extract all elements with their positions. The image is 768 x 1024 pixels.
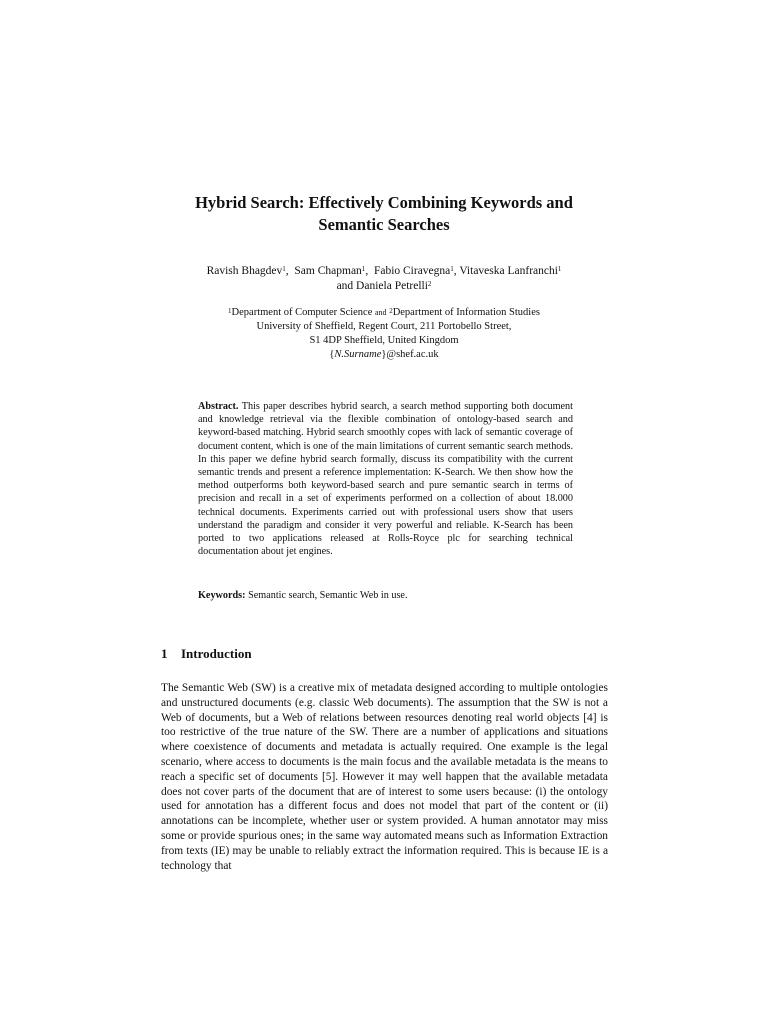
keywords-label: Keywords: [198,590,246,601]
affiliation-line-2: University of Sheffield, Regent Court, 211 Portobello Street, [256,321,512,332]
title-line-1: Hybrid Search: Effectively Combining Keywords and [195,193,573,212]
affiliation-block [0,306,768,362]
author-list [0,264,768,294]
author-name: Fabio Ciravegna [373,265,451,277]
author-affil-mark: 1 [361,265,366,273]
abstract-text: This paper describes hybrid search, a search method supporting both document and knowledge retrieval via the flexible combination of ontology-based search and keyword-based matching. Hybrid search smoothly copes with lack of semantic coverage of document content, which is one of the main limitations of current semantic search methods. In this paper we define hybrid search formally, discuss its compatibility with the current semantic trends and present a reference implementation: K-Search. We then show how the method outperforms both keyword-based search and pure semantic search in terms of precision and recall in a set of experiments performed on a collection of about 18.000 technical documents. Experiments carried out with professional users show that users understand the paradigm and consider it very powerful and reliable. K-Search has been ported to two applications released at Rolls-Royce plc for searching technical documentation about jet engines. [198,401,573,558]
abstract-label: Abstract. [198,401,239,412]
email-brace: { [329,349,335,360]
author-affil-mark: 1 [557,265,562,273]
email-domain: }@shef.ac.uk [381,349,439,360]
affil-mark: 1 [228,307,232,315]
author-name: Ravish Bhagdev [206,265,283,277]
intro-paragraph: The Semantic Web (SW) is a creative mix of metadata designed according to multiple ontologies and unstructured documents (e.g. classic Web documents). The assumption that the SW is not a Web of documents, but a Web of relations between resources denoting real world objects [4] is too restrictive of the true nature of the SW. There are a number of applications and situations where coexistence of documents and metadata is actually required. One example is the legal scenario, where access to documents is the main focus and the available metadata is the means to reach a specific set of documents [5]. However it may well happen that the available metadata does not cover parts of the document that are of interest to some users because: (i) the ontology used for annotation has a different focus and does not model that part of the content or (ii) annotations can be incomplete, whether user or system provided. A human annotator may miss some or provide spurious ones; in the same way automated means such as Information Extraction from texts (IE) may be unable to reliably extract the information required. This is because IE is a technology that [161,682,608,872]
author-name: Vitaveska Lanfranchi [459,265,558,277]
author-name: Sam Chapman [294,265,362,277]
section-number: 1 [161,646,168,661]
author-line-2 [0,279,768,294]
paper-title [0,192,768,236]
section-title: Introduction [181,646,252,661]
department-is: Department of Information Studies [392,307,540,318]
author-affil-mark: 2 [427,280,432,288]
email-placeholder: N.Surname [334,349,382,360]
section-heading [161,646,252,662]
author-affil-mark: 1 [450,265,454,273]
affil-mark: 2 [389,307,393,315]
keywords [198,589,573,602]
affiliation-line-1 [0,306,768,320]
author-line-1: Ravish Bhagdev$^1$, Sam Chapman$^1$, Fabio Ciravegna$^1$, Vitaveska Lanfranchi$^1$ [206,265,562,277]
affiliation-line-3: S1 4DP Sheffield, United Kingdom [309,335,459,346]
keywords-text: Semantic search, Semantic Web in use. [248,590,408,601]
title-line-2: Semantic Searches [318,215,450,234]
department-cs: Department of Computer Science [231,307,373,318]
author-email [0,348,768,362]
author-affil-mark: 1 [282,265,286,273]
author-name: and Daniela Petrelli [336,280,428,292]
abstract [198,400,573,558]
affil-and: and [375,308,387,317]
